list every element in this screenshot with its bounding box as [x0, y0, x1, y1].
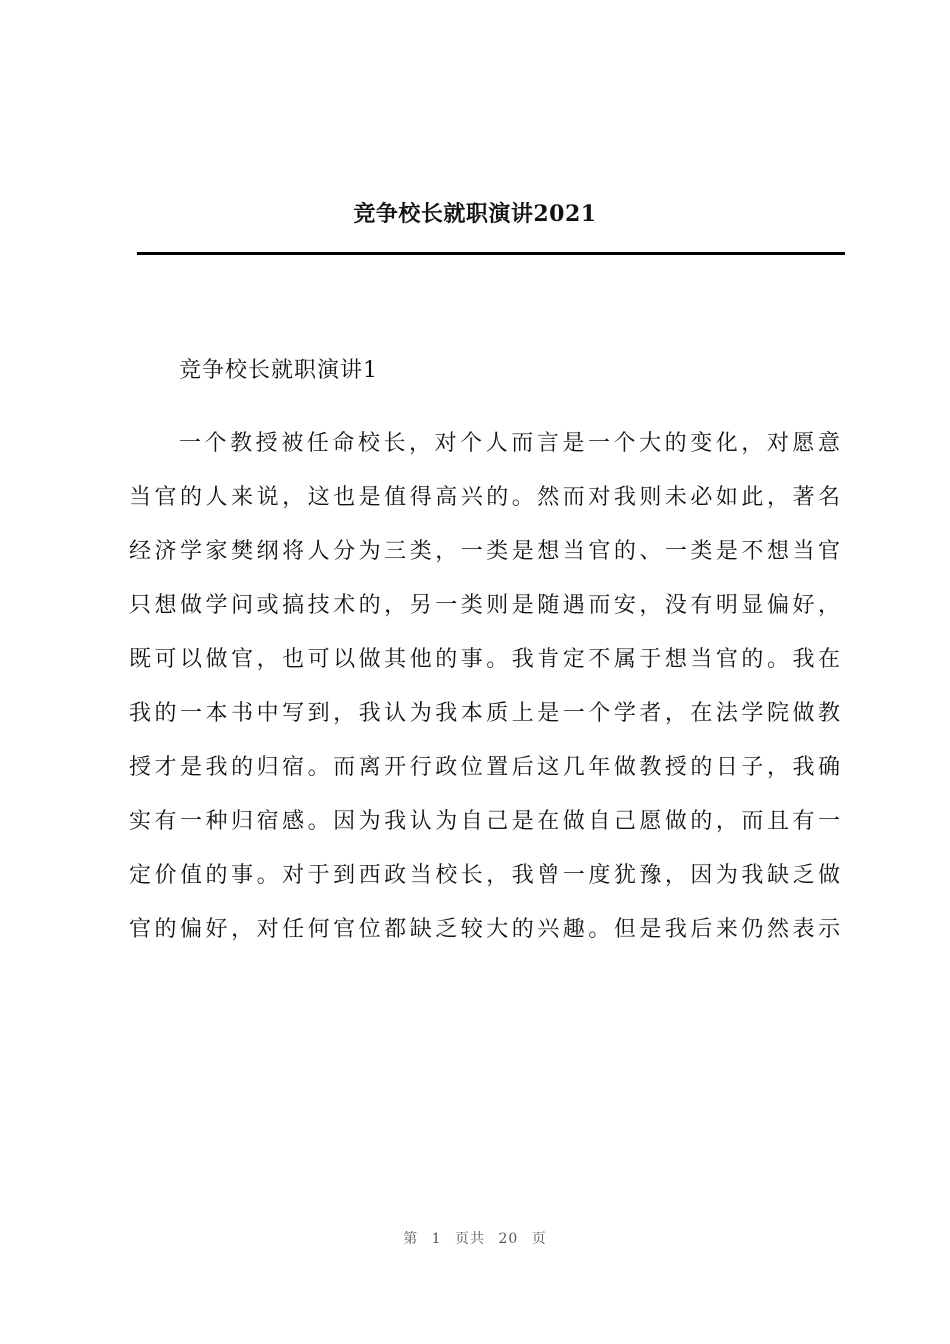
paragraph-line: 实有一种归宿感。因为我认为自己是在做自己愿做的，而且有一	[129, 809, 841, 834]
paragraph-line: 既可以做官，也可以做其他的事。我肯定不属于想当官的。我在	[129, 647, 841, 672]
paragraph-line: 我的一本书中写到，我认为我本质上是一个学者，在法学院做教	[129, 701, 841, 726]
section-heading: 竞争校长就职演讲1	[179, 358, 378, 383]
paragraph-line: 当官的人来说，这也是值得高兴的。然而对我则未必如此，著名	[129, 485, 841, 510]
page-footer: 第 1 页共 20 页	[403, 1231, 547, 1247]
paragraph-line: 授才是我的归宿。而离开行政位置后这几年做教授的日子，我确	[129, 755, 841, 780]
paragraph-line: 定价值的事。对于到西政当校长，我曾一度犹豫，因为我缺乏做	[129, 863, 841, 888]
paragraph-gap	[129, 398, 841, 417]
document-body	[129, 344, 841, 957]
paragraph-line: 只想做学问或搞技术的，另一类则是随遇而安，没有明显偏好，	[129, 593, 841, 618]
paragraph-line: 经济学家樊纲将人分为三类，一类是想当官的、一类是不想当官	[129, 539, 841, 564]
paragraph-line: 官的偏好，对任何官位都缺乏较大的兴趣。但是我后来仍然表示	[129, 917, 841, 942]
paragraph-line: 一个教授被任命校长，对个人而言是一个大的变化，对愿意	[179, 431, 841, 456]
title-underline	[137, 252, 845, 255]
document-title: 竞争校长就职演讲2021	[353, 201, 597, 227]
